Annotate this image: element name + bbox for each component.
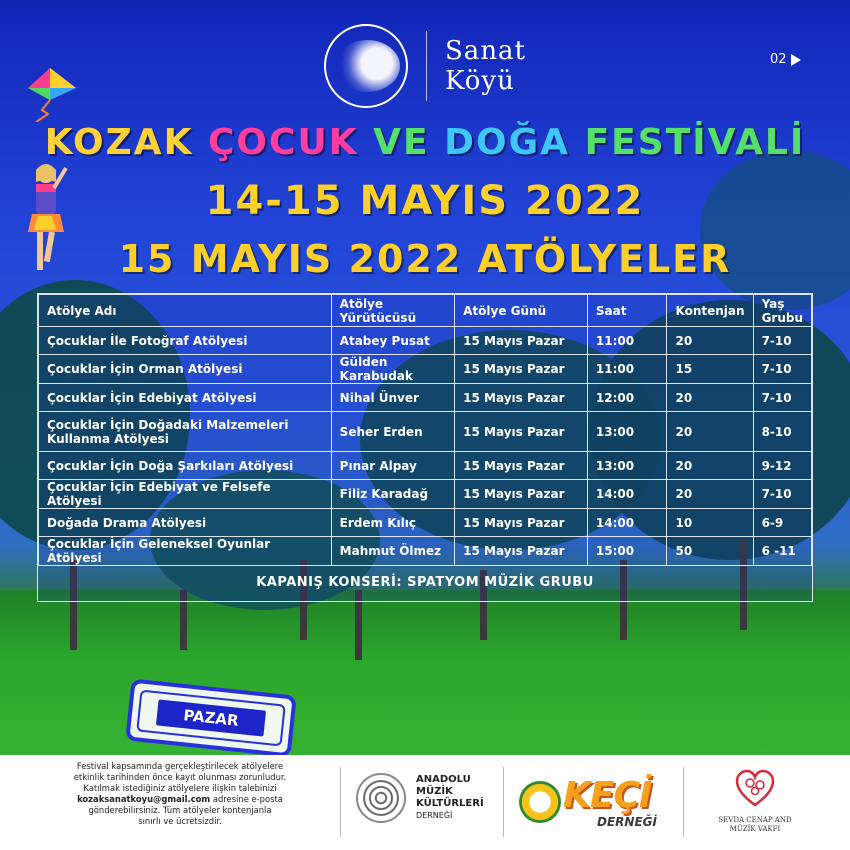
table-row xyxy=(39,537,812,566)
title-word: FESTİVALİ xyxy=(584,122,806,163)
cell-day: 15 Mayıs Pazar xyxy=(455,355,588,384)
cell-workshop: Çocuklar İle Fotoğraf Atölyesi xyxy=(39,327,332,355)
sevda-line: MÜZİK VAKFI xyxy=(729,825,781,833)
cell-capacity: 20 xyxy=(667,384,753,412)
registration-info xyxy=(70,761,290,827)
cell-capacity: 15 xyxy=(667,355,753,384)
cell-time: 15:00 xyxy=(587,537,667,566)
cell-age: 7-10 xyxy=(753,384,811,412)
info-line-text: adresine e-posta xyxy=(210,794,283,804)
cell-capacity: 10 xyxy=(667,509,753,537)
table-row xyxy=(39,509,812,537)
cell-day: 15 Mayıs Pazar xyxy=(455,384,588,412)
closing-concert: KAPANIŞ KONSERİ: SPATYOM MÜZİK GRUBU xyxy=(256,575,594,590)
amk-line: DERNEĞİ xyxy=(416,811,453,820)
cell-time: 12:00 xyxy=(587,384,667,412)
cell-workshop: Çocuklar İçin Geleneksel Oyunlar Atölyesi xyxy=(39,537,332,566)
cell-day: 15 Mayıs Pazar xyxy=(455,480,588,509)
cell-age: 8-10 xyxy=(753,412,811,452)
cell-day: 15 Mayıs Pazar xyxy=(455,537,588,566)
sevda-line: SEVDA CENAP AND xyxy=(718,816,792,824)
cell-time: 14:00 xyxy=(587,480,667,509)
cell-age: 9-12 xyxy=(753,452,811,480)
keci-sub: DERNEĞİ xyxy=(597,815,657,829)
cell-instructor: Erdem Kılıç xyxy=(331,509,454,537)
info-line xyxy=(70,794,290,805)
cell-instructor: Filiz Karadağ xyxy=(331,480,454,509)
cell-workshop: Çocuklar İçin Edebiyat ve Felsefe Atölyesi xyxy=(39,480,332,509)
cell-capacity: 20 xyxy=(667,327,753,355)
cell-time: 13:00 xyxy=(587,452,667,480)
logo-divider xyxy=(426,31,427,101)
cell-capacity: 20 xyxy=(667,480,753,509)
table-header-row xyxy=(39,295,812,327)
stamp-label: PAZAR xyxy=(156,699,265,736)
table-row xyxy=(39,355,812,384)
amk-line: ANADOLU xyxy=(416,774,471,785)
anadolu-muzik-logo xyxy=(356,773,484,823)
table-row xyxy=(39,452,812,480)
spiral-emblem-icon xyxy=(356,773,406,823)
cell-capacity: 50 xyxy=(667,537,753,566)
keci-word: KEÇİ xyxy=(563,775,652,816)
cell-instructor: Nihal Ünver xyxy=(331,384,454,412)
festival-title xyxy=(0,122,850,163)
festival-dates: 14-15 MAYIS 2022 xyxy=(205,178,645,224)
info-line: etkinlik tarihinden önce kayıt olunması zorunludur. xyxy=(73,772,287,782)
info-line: sınırlı ve ücretsizdir. xyxy=(138,816,222,826)
cell-workshop: Çocuklar İçin Doğadaki Malzemeleri Kullanma Atölyesi xyxy=(39,412,332,452)
workshops-subtitle: 15 MAYIS 2022 ATÖLYELER xyxy=(118,237,732,281)
title-word: KOZAK xyxy=(44,122,194,163)
header-time: Saat xyxy=(587,295,667,327)
cell-time: 11:00 xyxy=(587,327,667,355)
cell-age: 7-10 xyxy=(753,480,811,509)
logo-line2: Köyü xyxy=(445,66,515,96)
cell-time: 11:00 xyxy=(587,355,667,384)
cell-instructor: Seher Erden xyxy=(331,412,454,452)
cell-capacity: 20 xyxy=(667,412,753,452)
title-word: ÇOCUK xyxy=(208,122,359,163)
cell-age: 7-10 xyxy=(753,355,811,384)
header-instructor: Atölye Yürütücüsü xyxy=(331,295,454,327)
title-word: VE xyxy=(373,122,430,163)
cell-instructor: Pınar Alpay xyxy=(331,452,454,480)
sanat-koyu-emblem-icon xyxy=(324,24,408,108)
table-row xyxy=(39,384,812,412)
logo-text xyxy=(445,36,526,96)
cell-workshop: Çocuklar İçin Doğa Şarkıları Atölyesi xyxy=(39,452,332,480)
logo-line1: Sanat xyxy=(445,36,527,66)
cell-time: 14:00 xyxy=(587,509,667,537)
header-workshop-name: Atölye Adı xyxy=(39,295,332,327)
goat-badge-icon xyxy=(519,781,561,823)
header-day: Atölye Günü xyxy=(455,295,588,327)
next-page-indicator[interactable] xyxy=(770,52,801,67)
workshop-table xyxy=(37,293,813,602)
info-line: Festival kapsamında gerçekleştirilecek atölyelere xyxy=(76,761,284,771)
cell-age: 6 -11 xyxy=(753,537,811,566)
info-line: Katılmak istediğiniz atölyelere ilişkin talebinizi xyxy=(83,783,277,793)
keci-dernegi-logo xyxy=(515,771,665,831)
cell-instructor: Gülden Karabudak xyxy=(331,355,454,384)
header-age-group: Yaş Grubu xyxy=(753,295,811,327)
amk-line: MÜZİK xyxy=(416,786,453,797)
cell-day: 15 Mayıs Pazar xyxy=(455,327,588,355)
table-row xyxy=(39,327,812,355)
cell-day: 15 Mayıs Pazar xyxy=(455,509,588,537)
amk-line: KÜLTÜRLERİ xyxy=(416,798,484,809)
cell-time: 13:00 xyxy=(587,412,667,452)
cell-age: 6-9 xyxy=(753,509,811,537)
cell-instructor: Mahmut Ölmez xyxy=(331,537,454,566)
cell-workshop: Çocuklar İçin Edebiyat Atölyesi xyxy=(39,384,332,412)
page-number: 02 xyxy=(770,52,787,67)
info-line: gönderebilirsiniz. Tüm atölyeler kontenjanla xyxy=(88,805,272,815)
title-word: DOĞA xyxy=(444,122,571,163)
footer xyxy=(0,755,850,850)
cell-day: 15 Mayıs Pazar xyxy=(455,412,588,452)
table-row xyxy=(39,480,812,509)
cell-day: 15 Mayıs Pazar xyxy=(455,452,588,480)
contact-email[interactable]: kozaksanatkoyu@gmail.com xyxy=(77,794,211,804)
footer-divider xyxy=(340,767,341,837)
header-capacity: Kontenjan xyxy=(667,295,753,327)
footer-divider xyxy=(503,767,504,837)
play-arrow-icon xyxy=(791,54,801,66)
cell-workshop: Doğada Drama Atölyesi xyxy=(39,509,332,537)
kite-icon xyxy=(22,66,78,122)
cell-instructor: Atabey Pusat xyxy=(331,327,454,355)
cell-capacity: 20 xyxy=(667,452,753,480)
sanat-koyu-logo xyxy=(324,24,526,108)
cell-age: 7-10 xyxy=(753,327,811,355)
sevda-cenap-logo xyxy=(700,769,810,834)
table-row xyxy=(39,412,812,452)
footer-divider xyxy=(683,767,684,837)
cell-workshop: Çocuklar İçin Orman Atölyesi xyxy=(39,355,332,384)
tree-canopy xyxy=(700,150,850,310)
heart-icon xyxy=(735,769,775,809)
